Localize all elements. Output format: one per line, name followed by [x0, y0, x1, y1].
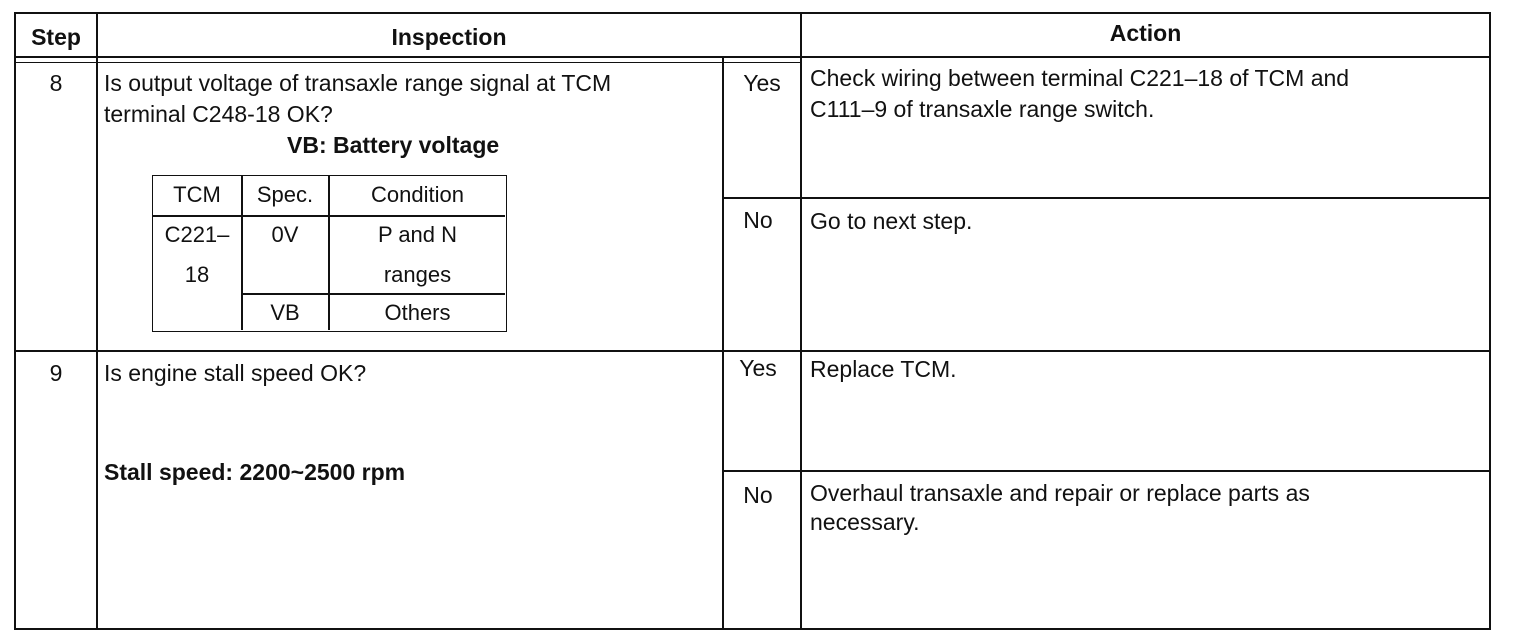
result-no-9: No: [743, 482, 773, 508]
sub-table-condition-others: Others: [384, 300, 451, 325]
tcm-spec-table: [152, 175, 507, 332]
header-divider: [14, 56, 1491, 58]
action-yes-8-line2: C111–9 of transaxle range switch.: [810, 96, 1155, 122]
col-divider-result: [722, 56, 724, 630]
result-yes-8: Yes: [743, 70, 781, 96]
action-yes-9: Replace TCM.: [810, 356, 957, 382]
col-divider-action: [800, 12, 802, 630]
action-no-8: Go to next step.: [810, 208, 973, 234]
sub-table-header-line: [153, 215, 505, 217]
inspection-question-8-line2: terminal C248-18 OK?: [104, 101, 333, 127]
spec-note-stall-speed: Stall speed: 2200~2500 rpm: [104, 459, 406, 485]
table-border-right: [1489, 12, 1491, 630]
sub-table-row-line: [241, 293, 505, 295]
sub-table-condition-pn-line1: P and N: [377, 222, 458, 247]
header-inspection: Inspection: [391, 24, 507, 50]
action-yes-8-line1: Check wiring between terminal C221–18 of TCM and: [810, 65, 1350, 91]
inspection-question-8-line1: Is output voltage of transaxle range signal at TCM: [104, 70, 612, 96]
header-action: Action: [1109, 20, 1182, 46]
header-step: Step: [31, 24, 81, 50]
sub-table-tcm-terminal-line1: C221–: [164, 222, 230, 247]
sub-table-condition-pn-line2: ranges: [383, 262, 452, 287]
result-no-8: No: [743, 207, 773, 233]
table-border-left: [14, 12, 16, 630]
sub-table-header-condition: Condition: [371, 182, 464, 207]
yes-no-divider-row9: [722, 470, 1491, 472]
table-border-bottom: [14, 628, 1491, 630]
result-yes-9: Yes: [739, 355, 777, 381]
col-divider-step: [96, 12, 98, 630]
sub-table-tcm-terminal-line2: 18: [184, 262, 210, 287]
action-no-9-line2: necessary.: [810, 509, 920, 535]
action-no-9-line1: Overhaul transaxle and repair or replace parts as: [810, 480, 1310, 506]
header-divider-2: [14, 62, 801, 63]
sub-table-spec-0v: 0V: [271, 222, 299, 247]
yes-no-divider-row8: [722, 197, 1491, 199]
step-number-8: 8: [49, 70, 63, 96]
spec-note-battery-voltage: VB: Battery voltage: [287, 132, 500, 158]
inspection-question-9: Is engine stall speed OK?: [104, 360, 367, 386]
table-border-top: [14, 12, 1491, 14]
row-divider: [14, 350, 1491, 352]
step-number-9: 9: [49, 360, 63, 386]
sub-table-spec-vb: VB: [270, 300, 300, 325]
sub-table-header-tcm: TCM: [173, 182, 221, 207]
sub-table-header-spec: Spec.: [256, 182, 314, 207]
